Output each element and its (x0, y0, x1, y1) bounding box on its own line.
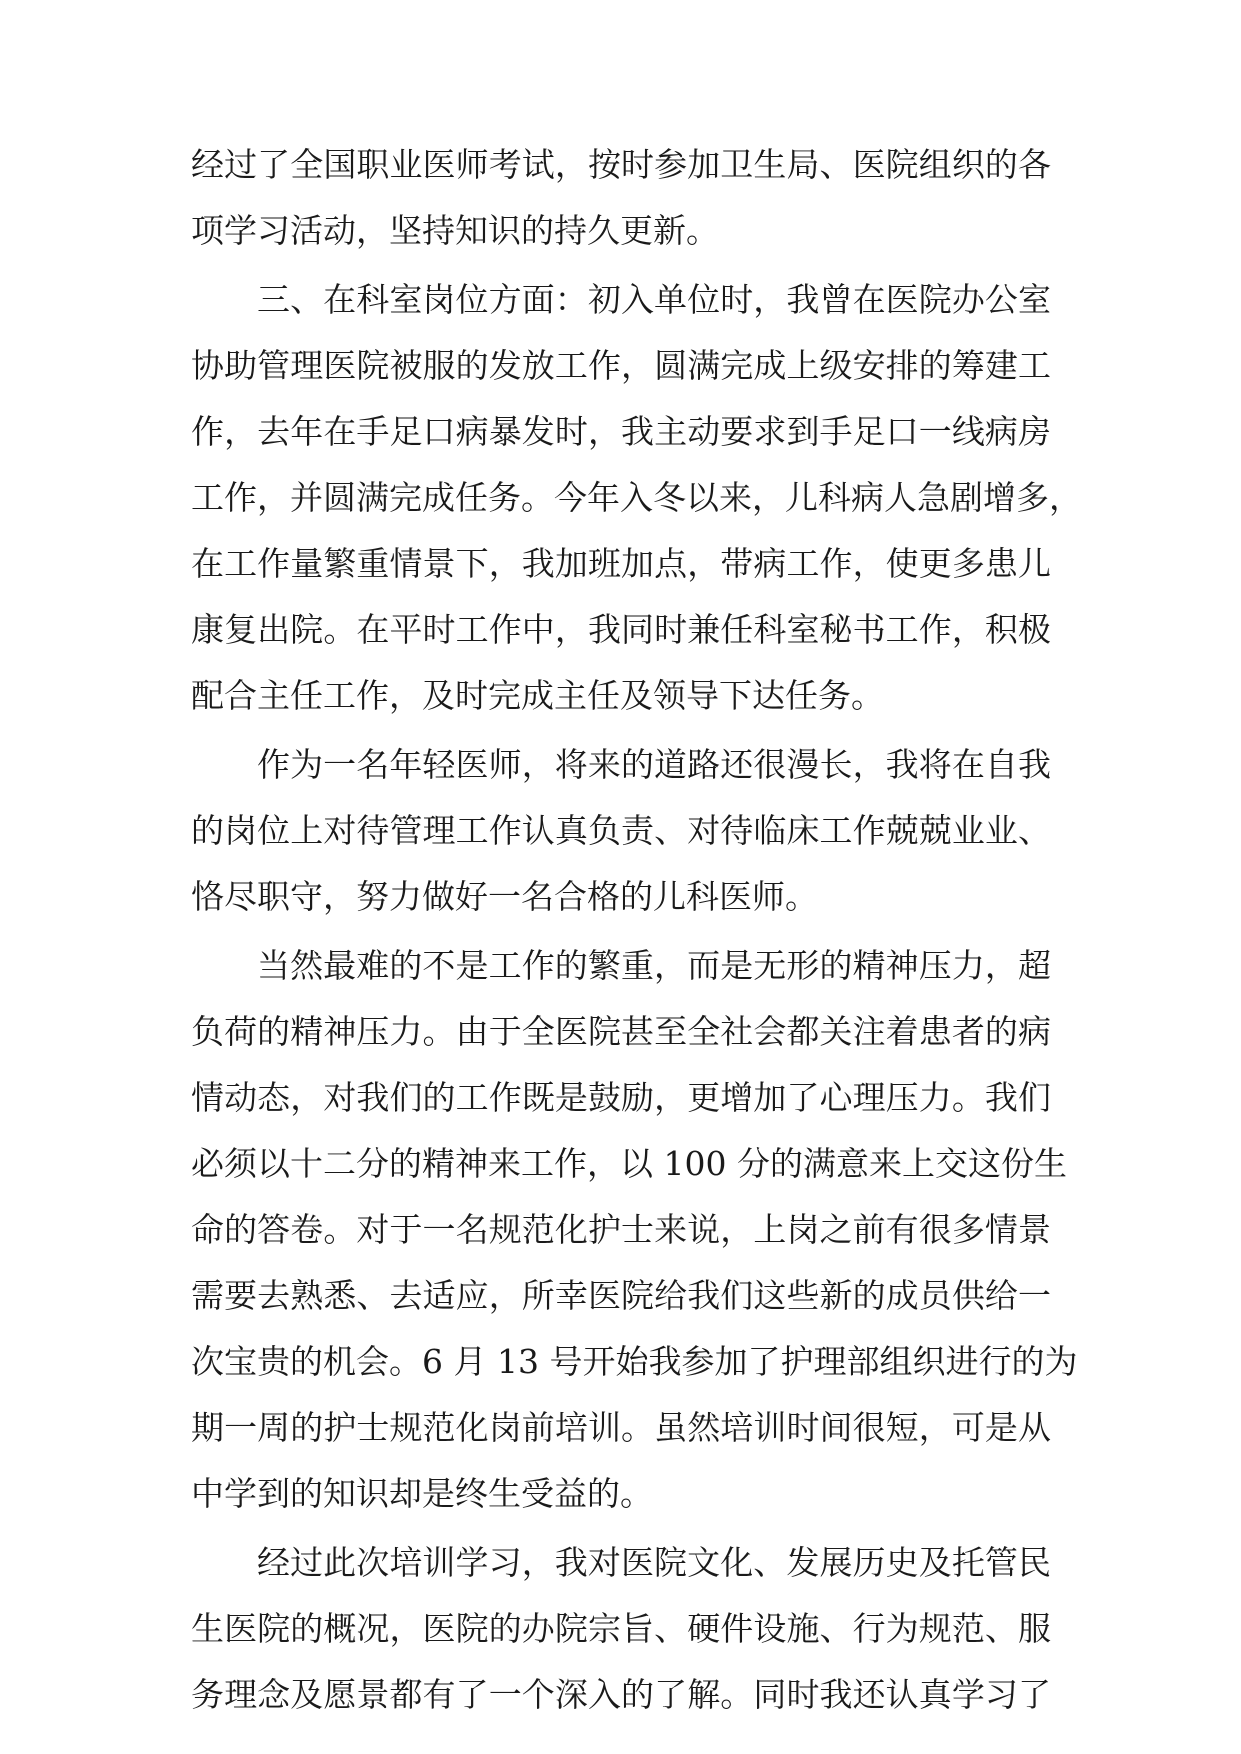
text-line-18: 需要去熟悉、去适应，所幸医院给我们这些新的成员供给一 (191, 1276, 1051, 1315)
text-line-3: 三、在科室岗位方面：初入单位时，我曾在医院办公室 (257, 280, 1051, 319)
text-line-8: 康复出院。在平时工作中，我同时兼任科室秘书工作，积极 (191, 610, 1051, 649)
text-line-20: 期一周的护士规范化岗前培训。虽然培训时间很短，可是从 (191, 1408, 1051, 1447)
text-line-19: 次宝贵的机会。6 月 13 号开始我参加了护理部组织进行的为 (191, 1342, 1078, 1381)
text-line-16: 必须以十二分的精神来工作，以 100 分的满意来上交这份生 (191, 1144, 1067, 1183)
text-line-6: 工作，并圆满完成任务。今年入冬以来，儿科病人急剧增多， (191, 478, 1082, 517)
text-line-5: 作，去年在手足口病暴发时，我主动要求到手足口一线病房 (191, 412, 1051, 451)
text-line-23: 生医院的概况，医院的办院宗旨、硬件设施、行为规范、服 (191, 1609, 1051, 1648)
text-line-14: 负荷的精神压力。由于全医院甚至全社会都关注着患者的病 (191, 1012, 1051, 1051)
text-line-9: 配合主任工作，及时完成主任及领导下达任务。 (191, 676, 884, 715)
text-line-1: 经过了全国职业医师考试，按时参加卫生局、医院组织的各 (191, 145, 1051, 184)
text-line-15: 情动态，对我们的工作既是鼓励，更增加了心理压力。我们 (191, 1078, 1051, 1117)
text-line-11: 的岗位上对待管理工作认真负责、对待临床工作兢兢业业、 (191, 811, 1051, 850)
text-line-13: 当然最难的不是工作的繁重，而是无形的精神压力，超 (257, 946, 1051, 985)
text-line-24: 务理念及愿景都有了一个深入的了解。同时我还认真学习了 (191, 1675, 1051, 1714)
text-line-10: 作为一名年轻医师，将来的道路还很漫长，我将在自我 (257, 745, 1051, 784)
text-line-12: 恪尽职守，努力做好一名合格的儿科医师。 (191, 877, 818, 916)
text-line-7: 在工作量繁重情景下，我加班加点，带病工作，使更多患儿 (191, 544, 1051, 583)
text-line-22: 经过此次培训学习，我对医院文化、发展历史及托管民 (257, 1543, 1051, 1582)
text-line-2: 项学习活动，坚持知识的持久更新。 (191, 211, 719, 250)
text-line-17: 命的答卷。对于一名规范化护士来说，上岗之前有很多情景 (191, 1210, 1051, 1249)
text-line-4: 协助管理医院被服的发放工作，圆满完成上级安排的筹建工 (191, 346, 1051, 385)
text-line-21: 中学到的知识却是终生受益的。 (191, 1474, 653, 1513)
